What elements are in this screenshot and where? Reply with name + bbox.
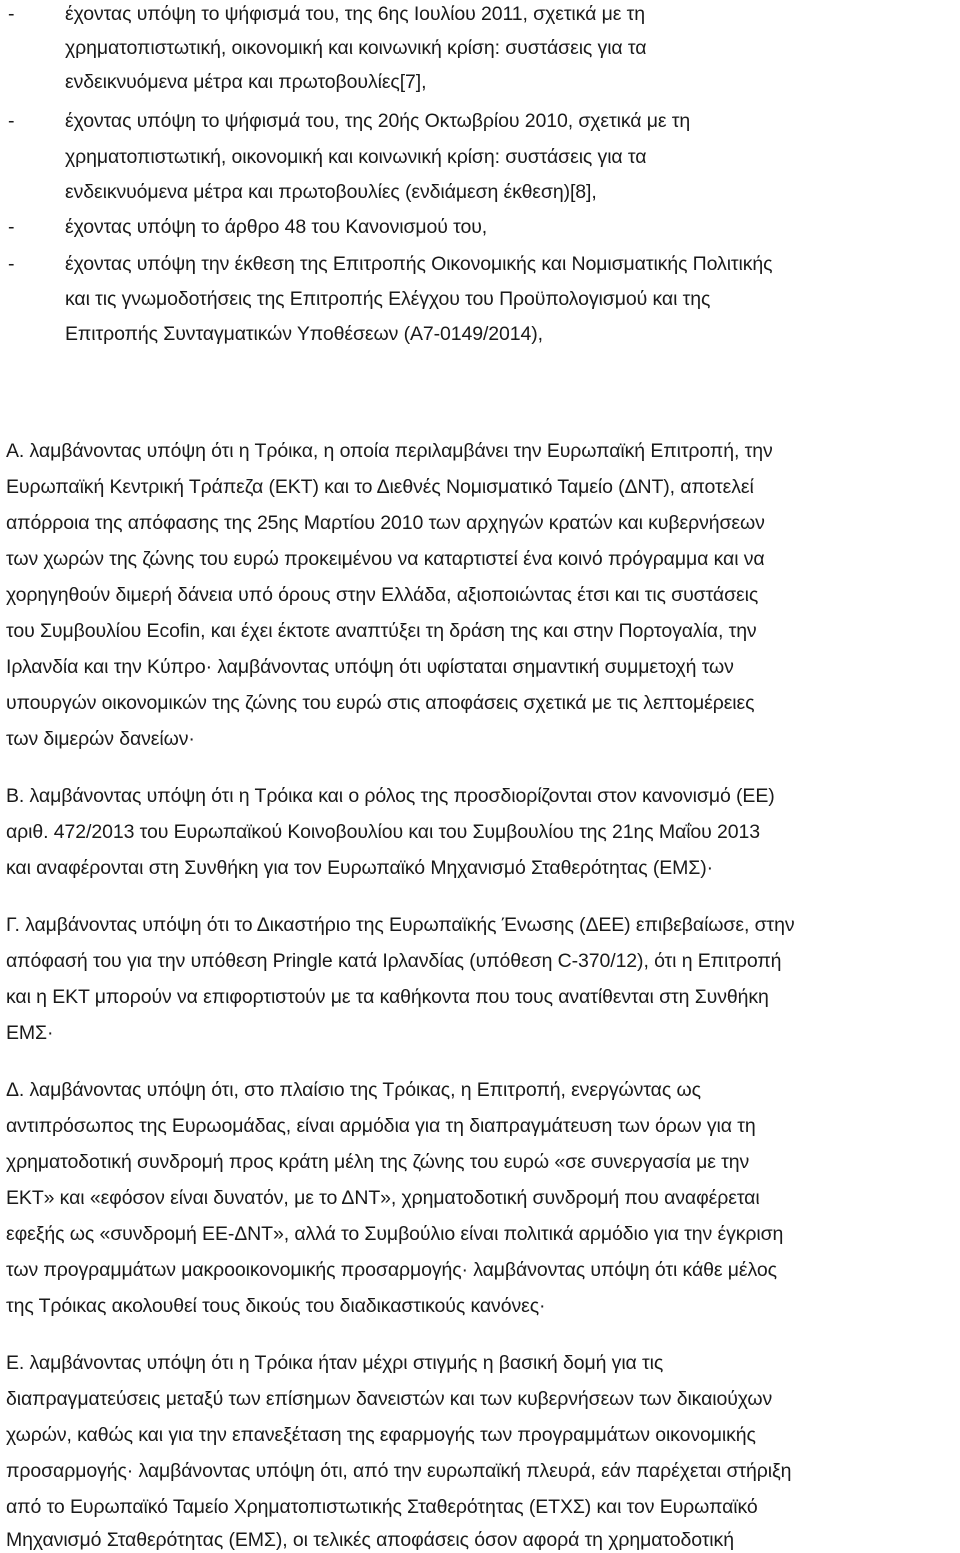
text-line: υπουργών οικονομικών της ζώνης του ευρώ στις αποφάσεις σχετικά με τις λεπτομέρειες	[6, 692, 755, 714]
text-line: έχοντας υπόψη το ψήφισμά του, της 20ής Οκτωβρίου 2010, σχετικά με τη	[65, 110, 691, 132]
text-line: του Συμβουλίου Ecofin, και έχει έκτοτε αναπτύξει τη δράση της και στην Πορτογαλία, την	[6, 620, 757, 642]
text-line: έχοντας υπόψη το άρθρο 48 του Κανονισμού του,	[65, 216, 488, 238]
text-line: χρηματοπιστωτική, οικονομική και κοινωνική κρίση: συστάσεις για τα	[65, 146, 647, 168]
text-line: αριθ. 472/2013 του Ευρωπαϊκού Κοινοβουλίου και του Συμβουλίου της 21ης Μαΐου 2013	[6, 821, 761, 843]
text-line: διαπραγματεύσεις μεταξύ των επίσημων δανειστών και των κυβερνήσεων των δικαιούχων	[6, 1388, 773, 1410]
text-line: της Τρόικας ακολουθεί τους δικούς του διαδικαστικούς κανόνες·	[6, 1295, 546, 1317]
text-line: εφεξής ως «συνδρομή ΕΕ-ΔΝΤ», αλλά το Συμβούλιο είναι πολιτικά αρμόδιο για την έγκριση	[6, 1223, 784, 1245]
text-line: Ευρωπαϊκή Κεντρική Τράπεζα (ΕΚΤ) και το Διεθνές Νομισματικό Ταμείο (ΔΝΤ), αποτελεί	[6, 476, 754, 498]
text-line: των χωρών της ζώνης του ευρώ προκειμένου να καταρτιστεί ένα κοινό πρόγραμμα και να	[6, 548, 765, 570]
text-line: έχοντας υπόψη την έκθεση της Επιτροπής Οικονομικής και Νομισματικής Πολιτικής	[65, 253, 773, 275]
text-line: Ιρλανδία και την Κύπρο· λαμβάνοντας υπόψη ότι υφίσταται σημαντική συμμετοχή των	[6, 656, 734, 678]
text-line: προσαρμογής· λαμβάνοντας υπόψη ότι, από την ευρωπαϊκή πλευρά, εάν παρέχεται στήριξη	[6, 1460, 792, 1482]
bullet-dash: -	[8, 110, 15, 132]
text-line: και η ΕΚΤ μπορούν να επιφορτιστούν με τα καθήκοντα που τους ανατίθενται στη Συνθήκη	[6, 986, 769, 1008]
text-line: ενδεικνυόμενα μέτρα και πρωτοβουλίες (ενδιάμεση έκθεση)[8],	[65, 181, 597, 203]
text-line: των προγραμμάτων μακροοικονομικής προσαρμογής· λαμβάνοντας υπόψη ότι κάθε μέλος	[6, 1259, 777, 1281]
text-line: Μηχανισμό Σταθερότητας (ΕΜΣ), οι τελικές αποφάσεις όσον αφορά τη χρηματοδοτική	[6, 1529, 734, 1551]
text-line: χωρών, καθώς και για την επανεξέταση της εφαρμογής των προγραμμάτων οικονομικής	[6, 1424, 756, 1446]
text-line: χρηματοδοτική συνδρομή προς κράτη μέλη της ζώνης του ευρώ «σε συνεργασία με την	[6, 1151, 750, 1173]
text-line: και αναφέρονται στη Συνθήκη για τον Ευρωπαϊκό Μηχανισμό Σταθερότητας (ΕΜΣ)·	[6, 857, 714, 879]
text-line: ενδεικνυόμενα μέτρα και πρωτοβουλίες[7],	[65, 71, 427, 93]
text-line: χορηγηθούν διμερή δάνεια υπό όρους στην Ελλάδα, αξιοποιώντας έτσι και τις συστάσεις	[6, 584, 759, 606]
text-line: Ε. λαμβάνοντας υπόψη ότι η Τρόικα ήταν μέχρι στιγμής η βασική δομή για τις	[6, 1352, 664, 1374]
text-line: από το Ευρωπαϊκό Ταμείο Χρηματοπιστωτικής Σταθερότητας (ΕΤΧΣ) και τον Ευρωπαϊκό	[6, 1496, 758, 1518]
text-line: Γ. λαμβάνοντας υπόψη ότι το Δικαστήριο της Ευρωπαϊκής Ένωσης (ΔΕΕ) επιβεβαίωσε, στην	[6, 914, 795, 936]
bullet-dash: -	[8, 253, 15, 275]
text-line: απόρροια της απόφασης της 25ης Μαρτίου 2010 των αρχηγών κρατών και κυβερνήσεων	[6, 512, 765, 534]
text-line: αντιπρόσωπος της Ευρωομάδας, είναι αρμόδια για τη διαπραγμάτευση των όρων για τη	[6, 1115, 756, 1137]
text-line: και τις γνωμοδοτήσεις της Επιτροπής Ελέγχου του Προϋπολογισμού και της	[65, 288, 711, 310]
text-line: απόφασή του για την υπόθεση Pringle κατά Ιρλανδίας (υπόθεση C-370/12), ότι η Επιτροπή	[6, 950, 782, 972]
bullet-dash: -	[8, 216, 15, 238]
text-line: Β. λαμβάνοντας υπόψη ότι η Τρόικα και ο ρόλος της προσδιορίζονται στον κανονισμό (ΕΕ)	[6, 785, 775, 807]
text-line: ΕΚΤ» και «εφόσον είναι δυνατόν, με το ΔΝΤ», χρηματοδοτική συνδρομή που αναφέρεται	[6, 1187, 760, 1209]
text-line: Δ. λαμβάνοντας υπόψη ότι, στο πλαίσιο της Τρόικας, η Επιτροπή, ενεργώντας ως	[6, 1079, 701, 1101]
text-line: Επιτροπής Συνταγματικών Υποθέσεων (A7-0149/2014),	[65, 323, 544, 345]
text-line: ΕΜΣ·	[6, 1022, 54, 1044]
text-line: έχοντας υπόψη το ψήφισμά του, της 6ης Ιουλίου 2011, σχετικά με τη	[65, 3, 645, 25]
bullet-dash: -	[8, 3, 15, 25]
text-line: χρηματοπιστωτική, οικονομική και κοινωνική κρίση: συστάσεις για τα	[65, 37, 647, 59]
text-line: Α. λαμβάνοντας υπόψη ότι η Τρόικα, η οποία περιλαμβάνει την Ευρωπαϊκή Επιτροπή, την	[6, 440, 773, 462]
text-line: των διμερών δανείων·	[6, 728, 195, 750]
